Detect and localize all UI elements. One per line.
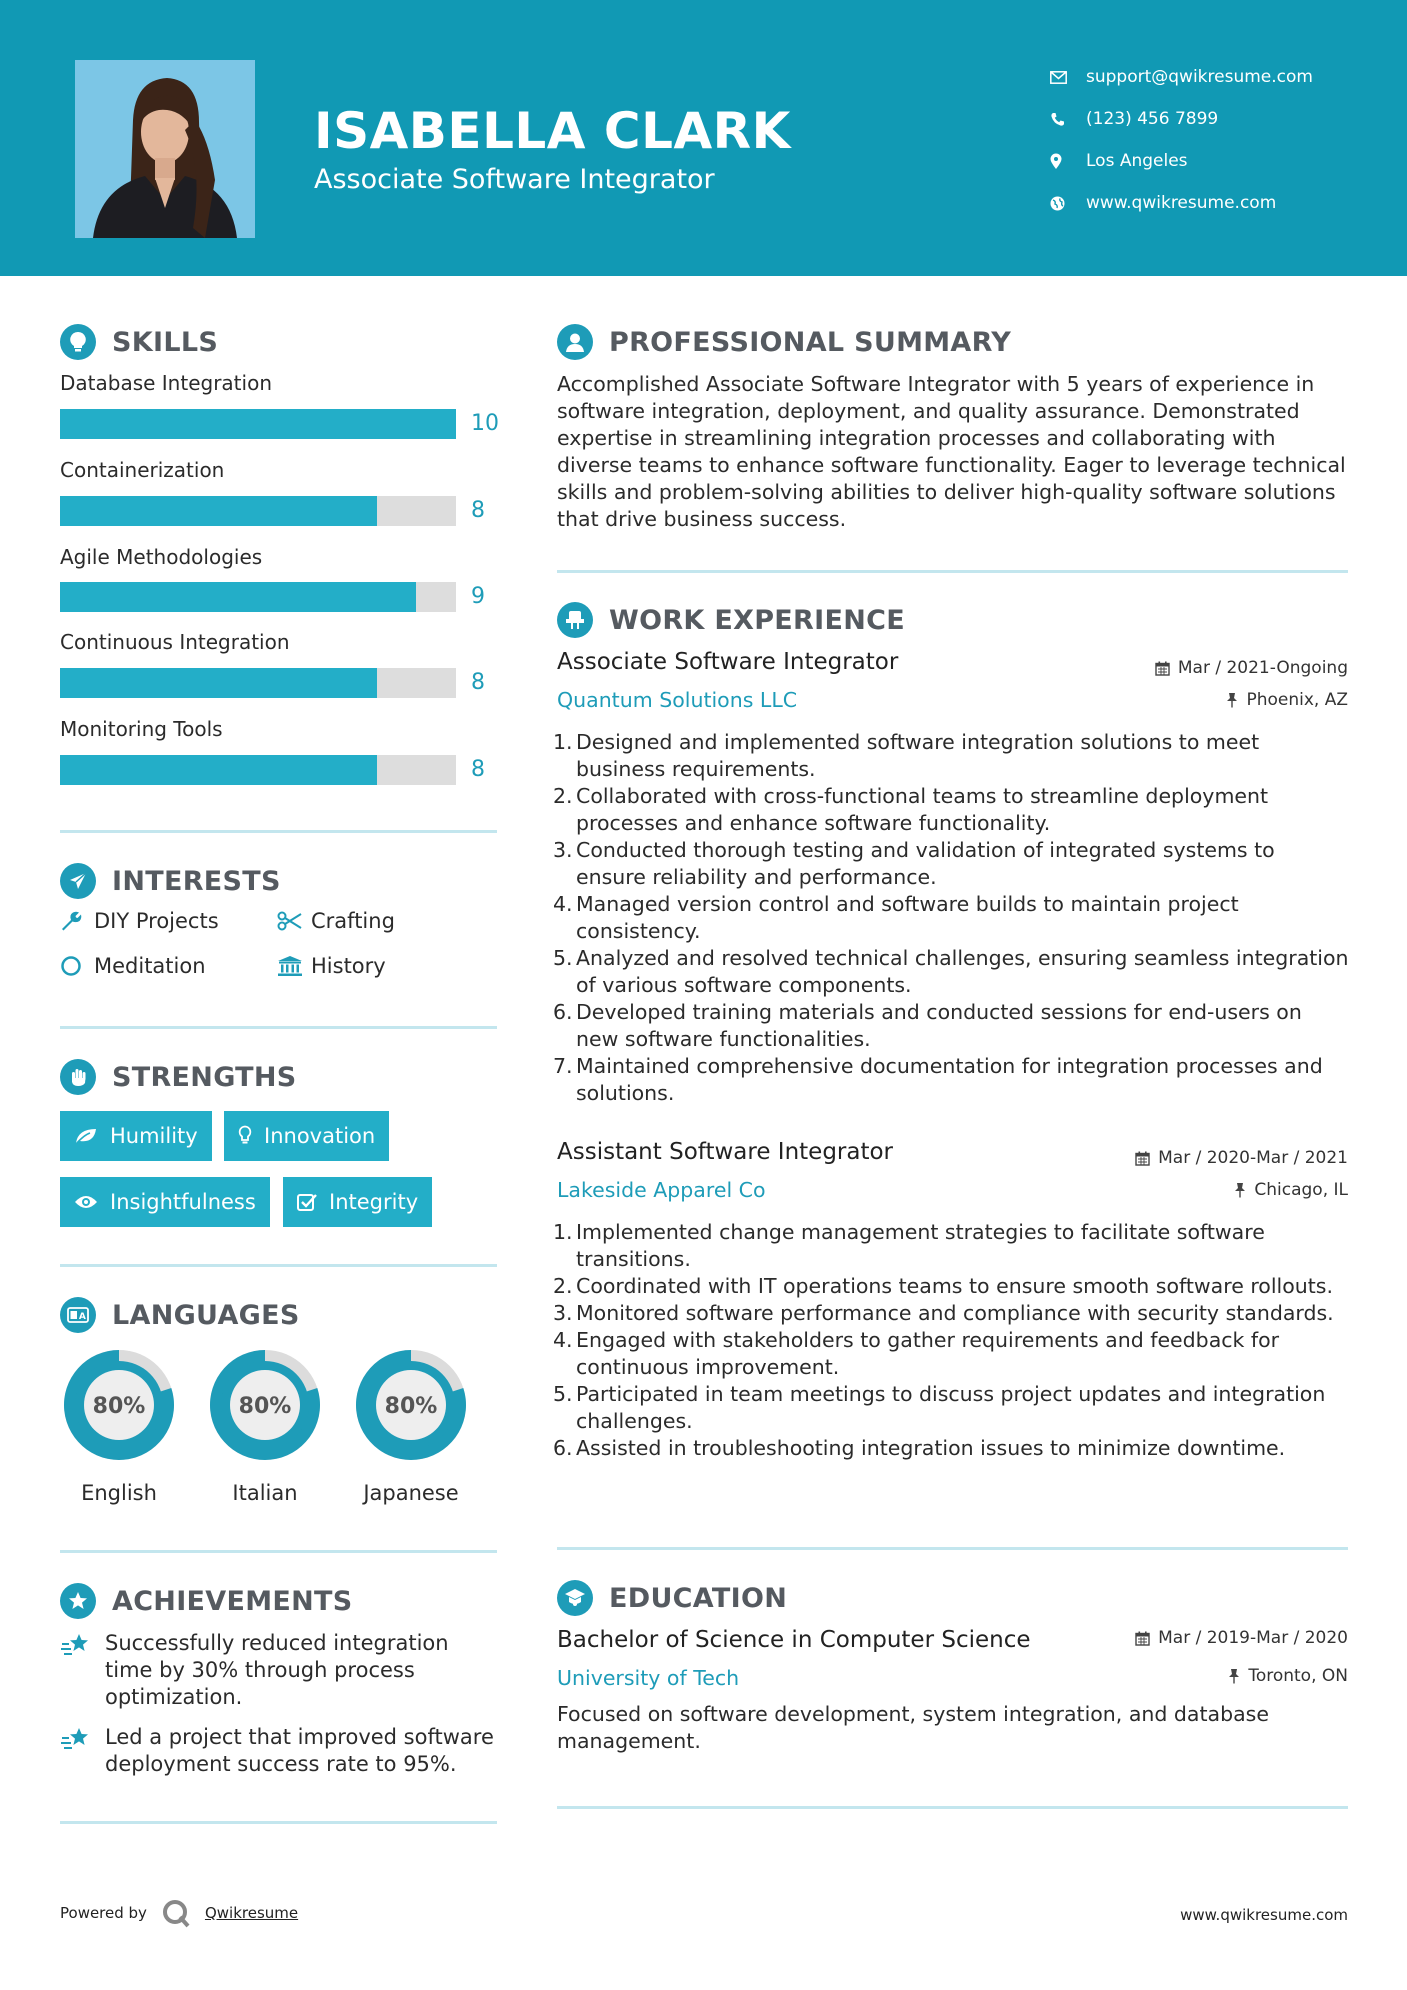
language-percent: 80% — [384, 1394, 438, 1419]
skills-heading-text: SKILLS — [112, 326, 219, 358]
section-divider — [557, 570, 1348, 573]
powered-by — [60, 1898, 298, 1928]
section-divider — [60, 1821, 497, 1824]
interest-label: DIY Projects — [94, 909, 219, 933]
languages-heading — [60, 1297, 300, 1333]
phone-icon — [1050, 112, 1086, 127]
skill-bar — [60, 582, 456, 612]
strengths-heading — [60, 1059, 297, 1095]
job-date — [1135, 1148, 1348, 1168]
contact-email[interactable] — [1050, 56, 1313, 98]
pushpin-icon — [1234, 1182, 1246, 1198]
skill-bar-fill — [60, 582, 416, 612]
duty-item: Assisted in troubleshooting integration issues to minimize downtime. — [576, 1436, 1286, 1460]
map-pin-icon — [1050, 153, 1086, 170]
language-item — [57, 1343, 181, 1505]
language-donut — [57, 1343, 181, 1467]
job-date-text: Mar / 2021-Ongoing — [1177, 658, 1348, 678]
language-donut — [203, 1343, 327, 1467]
contact-website-text: www.qwikresume.com — [1086, 193, 1277, 213]
interest-label: Crafting — [311, 909, 395, 933]
strength-badge — [60, 1111, 212, 1161]
contact-location-text: Los Angeles — [1086, 151, 1188, 171]
skill-value: 8 — [471, 498, 485, 523]
duty-item: Engaged with stakeholders to gather requirements and feedback for continuous improvement. — [576, 1328, 1280, 1379]
language-name: Japanese — [363, 1481, 459, 1505]
interest-label: History — [311, 954, 386, 978]
hand-badge-icon — [60, 1059, 96, 1095]
graduation-badge-icon — [557, 1580, 593, 1616]
duty-item: Maintained comprehensive documentation for integration processes and solutions. — [576, 1054, 1323, 1105]
envelope-icon — [1050, 71, 1086, 84]
company-name: Quantum Solutions LLC — [557, 688, 798, 712]
language-item — [349, 1343, 473, 1505]
calendar-icon — [1135, 1151, 1150, 1166]
interest-item — [277, 954, 386, 978]
wrench-icon — [60, 910, 94, 932]
powered-by-text: Powered by — [60, 1904, 147, 1922]
lightbulb-badge-icon — [60, 324, 96, 360]
job-location — [1226, 690, 1348, 710]
strengths-heading-text: STRENGTHS — [112, 1061, 297, 1093]
skill-name: Continuous Integration — [60, 630, 290, 654]
skill-bar — [60, 496, 456, 526]
contact-list — [1050, 56, 1313, 224]
job-duties — [557, 1219, 1349, 1462]
language-name: English — [81, 1481, 157, 1505]
strength-label: Insightfulness — [110, 1190, 256, 1214]
skill-bar-fill — [60, 409, 456, 439]
language-item — [203, 1343, 327, 1505]
interest-item — [277, 909, 395, 933]
section-divider — [60, 1264, 497, 1267]
calendar-icon — [1155, 661, 1170, 676]
job-title: Assistant Software Integrator — [557, 1139, 894, 1165]
user-badge-icon — [557, 324, 593, 360]
language-percent: 80% — [238, 1394, 292, 1419]
education-description: Focused on software development, system integration, and database management. — [557, 1702, 1269, 1753]
skill-value: 8 — [471, 670, 485, 695]
job-location-text: Phoenix, AZ — [1246, 690, 1348, 710]
eye-icon — [74, 1194, 98, 1210]
duty-item: Analyzed and resolved technical challenges, ensuring seamless integration of various software components. — [576, 946, 1349, 997]
duty-item: Managed version control and software builds to maintain project consistency. — [576, 892, 1239, 943]
duty-item: Conducted thorough testing and validation of integrated systems to ensure reliability and performance. — [576, 838, 1275, 889]
scissors-icon — [277, 911, 311, 931]
strength-label: Humility — [110, 1124, 198, 1148]
interests-heading-text: INTERESTS — [112, 865, 281, 897]
calendar-icon — [1135, 1631, 1150, 1646]
skill-bar — [60, 668, 456, 698]
skills-heading — [60, 324, 218, 360]
qwikresume-link[interactable]: Qwikresume — [204, 1904, 299, 1922]
degree-title: Bachelor of Science in Computer Science — [557, 1627, 1031, 1653]
duty-item: Coordinated with IT operations teams to ensure smooth software rollouts. — [576, 1274, 1333, 1298]
achievements-heading-text: ACHIEVEMENTS — [112, 1585, 353, 1617]
contact-website[interactable] — [1050, 182, 1313, 224]
skill-name: Database Integration — [60, 371, 272, 395]
duty-item: Monitored software performance and compliance with security standards. — [576, 1301, 1334, 1325]
job-location-text: Chicago, IL — [1254, 1180, 1348, 1200]
contact-phone-text: (123) 456 7899 — [1086, 109, 1219, 129]
job-location — [1234, 1180, 1348, 1200]
summary-text: Accomplished Associate Software Integrator with 5 years of experience in software integration, deployment, and quality assurance. Demonstrated expertise in streamlining integration processes and collaborating with diverse teams to enhance software functionality. Eager to leverage technical skills and problem-solving abilities to deliver high-quality software solutions that drive business success. — [557, 372, 1346, 531]
strength-badge — [224, 1111, 389, 1161]
education-date-text: Mar / 2019-Mar / 2020 — [1158, 1628, 1348, 1648]
experience-heading — [557, 602, 905, 638]
school-name: University of Tech — [557, 1666, 740, 1690]
skill-name: Containerization — [60, 458, 225, 482]
section-divider — [60, 830, 497, 833]
strength-label: Innovation — [264, 1124, 376, 1148]
section-divider — [557, 1806, 1348, 1809]
shooting-star-icon — [60, 1724, 105, 1778]
education-location — [1228, 1666, 1348, 1686]
skill-value: 8 — [471, 757, 485, 782]
education-date — [1135, 1628, 1348, 1648]
skill-bar — [60, 755, 456, 785]
svg-text:A: A — [78, 1312, 87, 1322]
pushpin-icon — [1228, 1668, 1240, 1684]
language-name: Italian — [232, 1481, 298, 1505]
education-location-text: Toronto, ON — [1248, 1666, 1348, 1686]
candidate-title: Associate Software Integrator — [314, 164, 715, 195]
experience-heading-text: WORK EXPERIENCE — [609, 604, 905, 636]
contact-phone[interactable] — [1050, 98, 1313, 140]
duty-item: Collaborated with cross-functional teams to streamline deployment processes and enhance software functionality. — [576, 784, 1269, 835]
achievements-heading — [60, 1583, 353, 1619]
achievement-text: Successfully reduced integration time by 30% through process optimization. — [105, 1631, 449, 1709]
skill-bar-fill — [60, 496, 377, 526]
shooting-star-icon — [60, 1630, 105, 1711]
languages-heading-text: LANGUAGES — [112, 1299, 300, 1331]
duty-item: Designed and implemented software integration solutions to meet business requirements. — [576, 730, 1260, 781]
footer-url[interactable]: www.qwikresume.com — [1180, 1906, 1348, 1924]
resume-header — [0, 0, 1407, 276]
skill-value: 10 — [471, 411, 499, 436]
interest-label: Meditation — [94, 954, 206, 978]
section-divider — [60, 1026, 497, 1029]
interest-item — [60, 954, 206, 978]
check-square-icon — [297, 1192, 317, 1212]
contact-location — [1050, 140, 1313, 182]
paper-plane-badge-icon — [60, 863, 96, 899]
skill-bar-fill — [60, 668, 377, 698]
language-percent: 80% — [92, 1394, 146, 1419]
section-divider — [60, 1550, 497, 1553]
briefcase-badge-icon — [557, 602, 593, 638]
job-title: Associate Software Integrator — [557, 649, 899, 675]
globe-icon — [1050, 196, 1086, 211]
duty-item: Developed training materials and conducted sessions for end-users on new software functionalities. — [576, 1000, 1302, 1051]
contact-email-text: support@qwikresume.com — [1086, 67, 1313, 87]
skill-bar-fill — [60, 755, 377, 785]
section-divider — [557, 1547, 1348, 1550]
leaf-icon — [74, 1127, 98, 1145]
profile-photo — [75, 60, 255, 238]
duty-item: Implemented change management strategies to facilitate software transitions. — [576, 1220, 1265, 1271]
skill-bar — [60, 409, 456, 439]
museum-icon — [277, 955, 311, 977]
language-donut — [349, 1343, 473, 1467]
language-badge-icon — [60, 1297, 96, 1333]
strength-badge — [283, 1177, 432, 1227]
summary-heading-text: PROFESSIONAL SUMMARY — [609, 326, 1012, 358]
interest-item — [60, 909, 219, 933]
candidate-name: ISABELLA CLARK — [314, 102, 791, 160]
achievement-item — [60, 1630, 500, 1711]
job-duties — [557, 729, 1349, 1107]
summary-heading — [557, 324, 1011, 360]
education-heading — [557, 1580, 787, 1616]
strength-badge — [60, 1177, 270, 1227]
skill-name: Monitoring Tools — [60, 717, 223, 741]
education-heading-text: EDUCATION — [609, 1582, 788, 1614]
skill-name: Agile Methodologies — [60, 545, 263, 569]
lightbulb-icon — [238, 1125, 252, 1147]
company-name: Lakeside Apparel Co — [557, 1178, 766, 1202]
achievement-text: Led a project that improved software deployment success rate to 95%. — [105, 1725, 494, 1776]
job-date — [1155, 658, 1348, 678]
pushpin-icon — [1226, 692, 1238, 708]
achievement-item — [60, 1724, 500, 1778]
skill-value: 9 — [471, 584, 485, 609]
star-badge-icon — [60, 1583, 96, 1619]
strength-label: Integrity — [329, 1190, 419, 1214]
circle-icon — [60, 955, 94, 977]
job-date-text: Mar / 2020-Mar / 2021 — [1158, 1148, 1348, 1168]
qwikresume-logo-icon — [161, 1898, 191, 1928]
duty-item: Participated in team meetings to discuss project updates and integration challenges. — [576, 1382, 1326, 1433]
interests-heading — [60, 863, 281, 899]
